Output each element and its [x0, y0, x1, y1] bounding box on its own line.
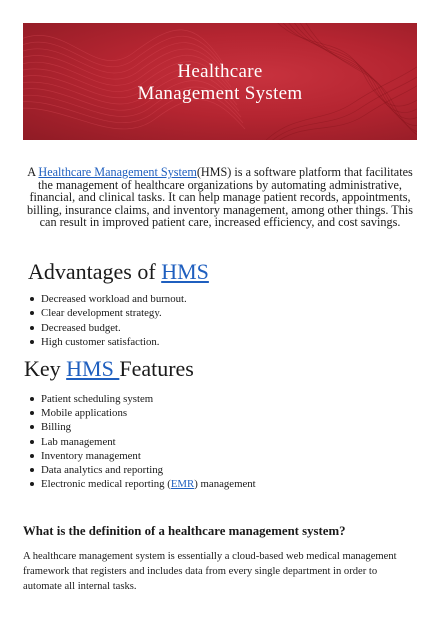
list-item: Data analytics and reporting [29, 463, 256, 477]
list-item: High customer satisfaction. [29, 335, 187, 349]
list-item: Billing [29, 420, 256, 434]
faq-answer: A healthcare management system is essentially a cloud-based web medical management framework that registers and includes data from every single department in order to automate all internal tasks. [23, 551, 397, 592]
banner-title [23, 61, 417, 105]
list-item: Lab management [29, 435, 256, 449]
features-hms-link[interactable]: HMS [66, 356, 120, 381]
list-item: Decreased workload and burnout. [29, 292, 187, 306]
advantages-heading [28, 259, 209, 285]
advantages-heading-text: Advantages of [28, 259, 162, 284]
emr-item-suffix: ) management [194, 478, 256, 491]
intro-paragraph [24, 166, 416, 229]
features-list [29, 392, 256, 491]
hms-link[interactable]: Healthcare Management System [38, 165, 197, 179]
list-item-emr [29, 477, 256, 491]
intro-text: (HMS) is a software platform that facilitates the management of healthcare organizations by automating administrative, financial, and clinical tasks. It can help manage patient records, appointments, billing, insurance claims, and inventory management, among other things. This can result in improved patient care, increased efficiency, and cost savings. [27, 165, 413, 230]
advantages-list [29, 292, 187, 349]
features-heading-prefix: Key [24, 356, 67, 381]
emr-item-prefix: Electronic medical reporting ( [41, 478, 171, 491]
hero-banner [23, 23, 417, 140]
features-heading-suffix: Features [119, 356, 194, 381]
intro-prefix: A [27, 165, 39, 179]
banner-title-line-1: Healthcare [177, 61, 263, 82]
emr-link[interactable]: EMR [170, 478, 195, 491]
list-item: Mobile applications [29, 406, 256, 420]
list-item: Inventory management [29, 449, 256, 463]
advantages-hms-link[interactable]: HMS [161, 259, 209, 284]
list-item: Clear development strategy. [29, 306, 187, 320]
list-item: Patient scheduling system [29, 392, 256, 406]
list-item: Decreased budget. [29, 321, 187, 335]
features-heading [24, 356, 194, 382]
banner-title-line-2: Management System [137, 83, 303, 104]
faq-question: What is the definition of a healthcare management system? [23, 524, 346, 538]
